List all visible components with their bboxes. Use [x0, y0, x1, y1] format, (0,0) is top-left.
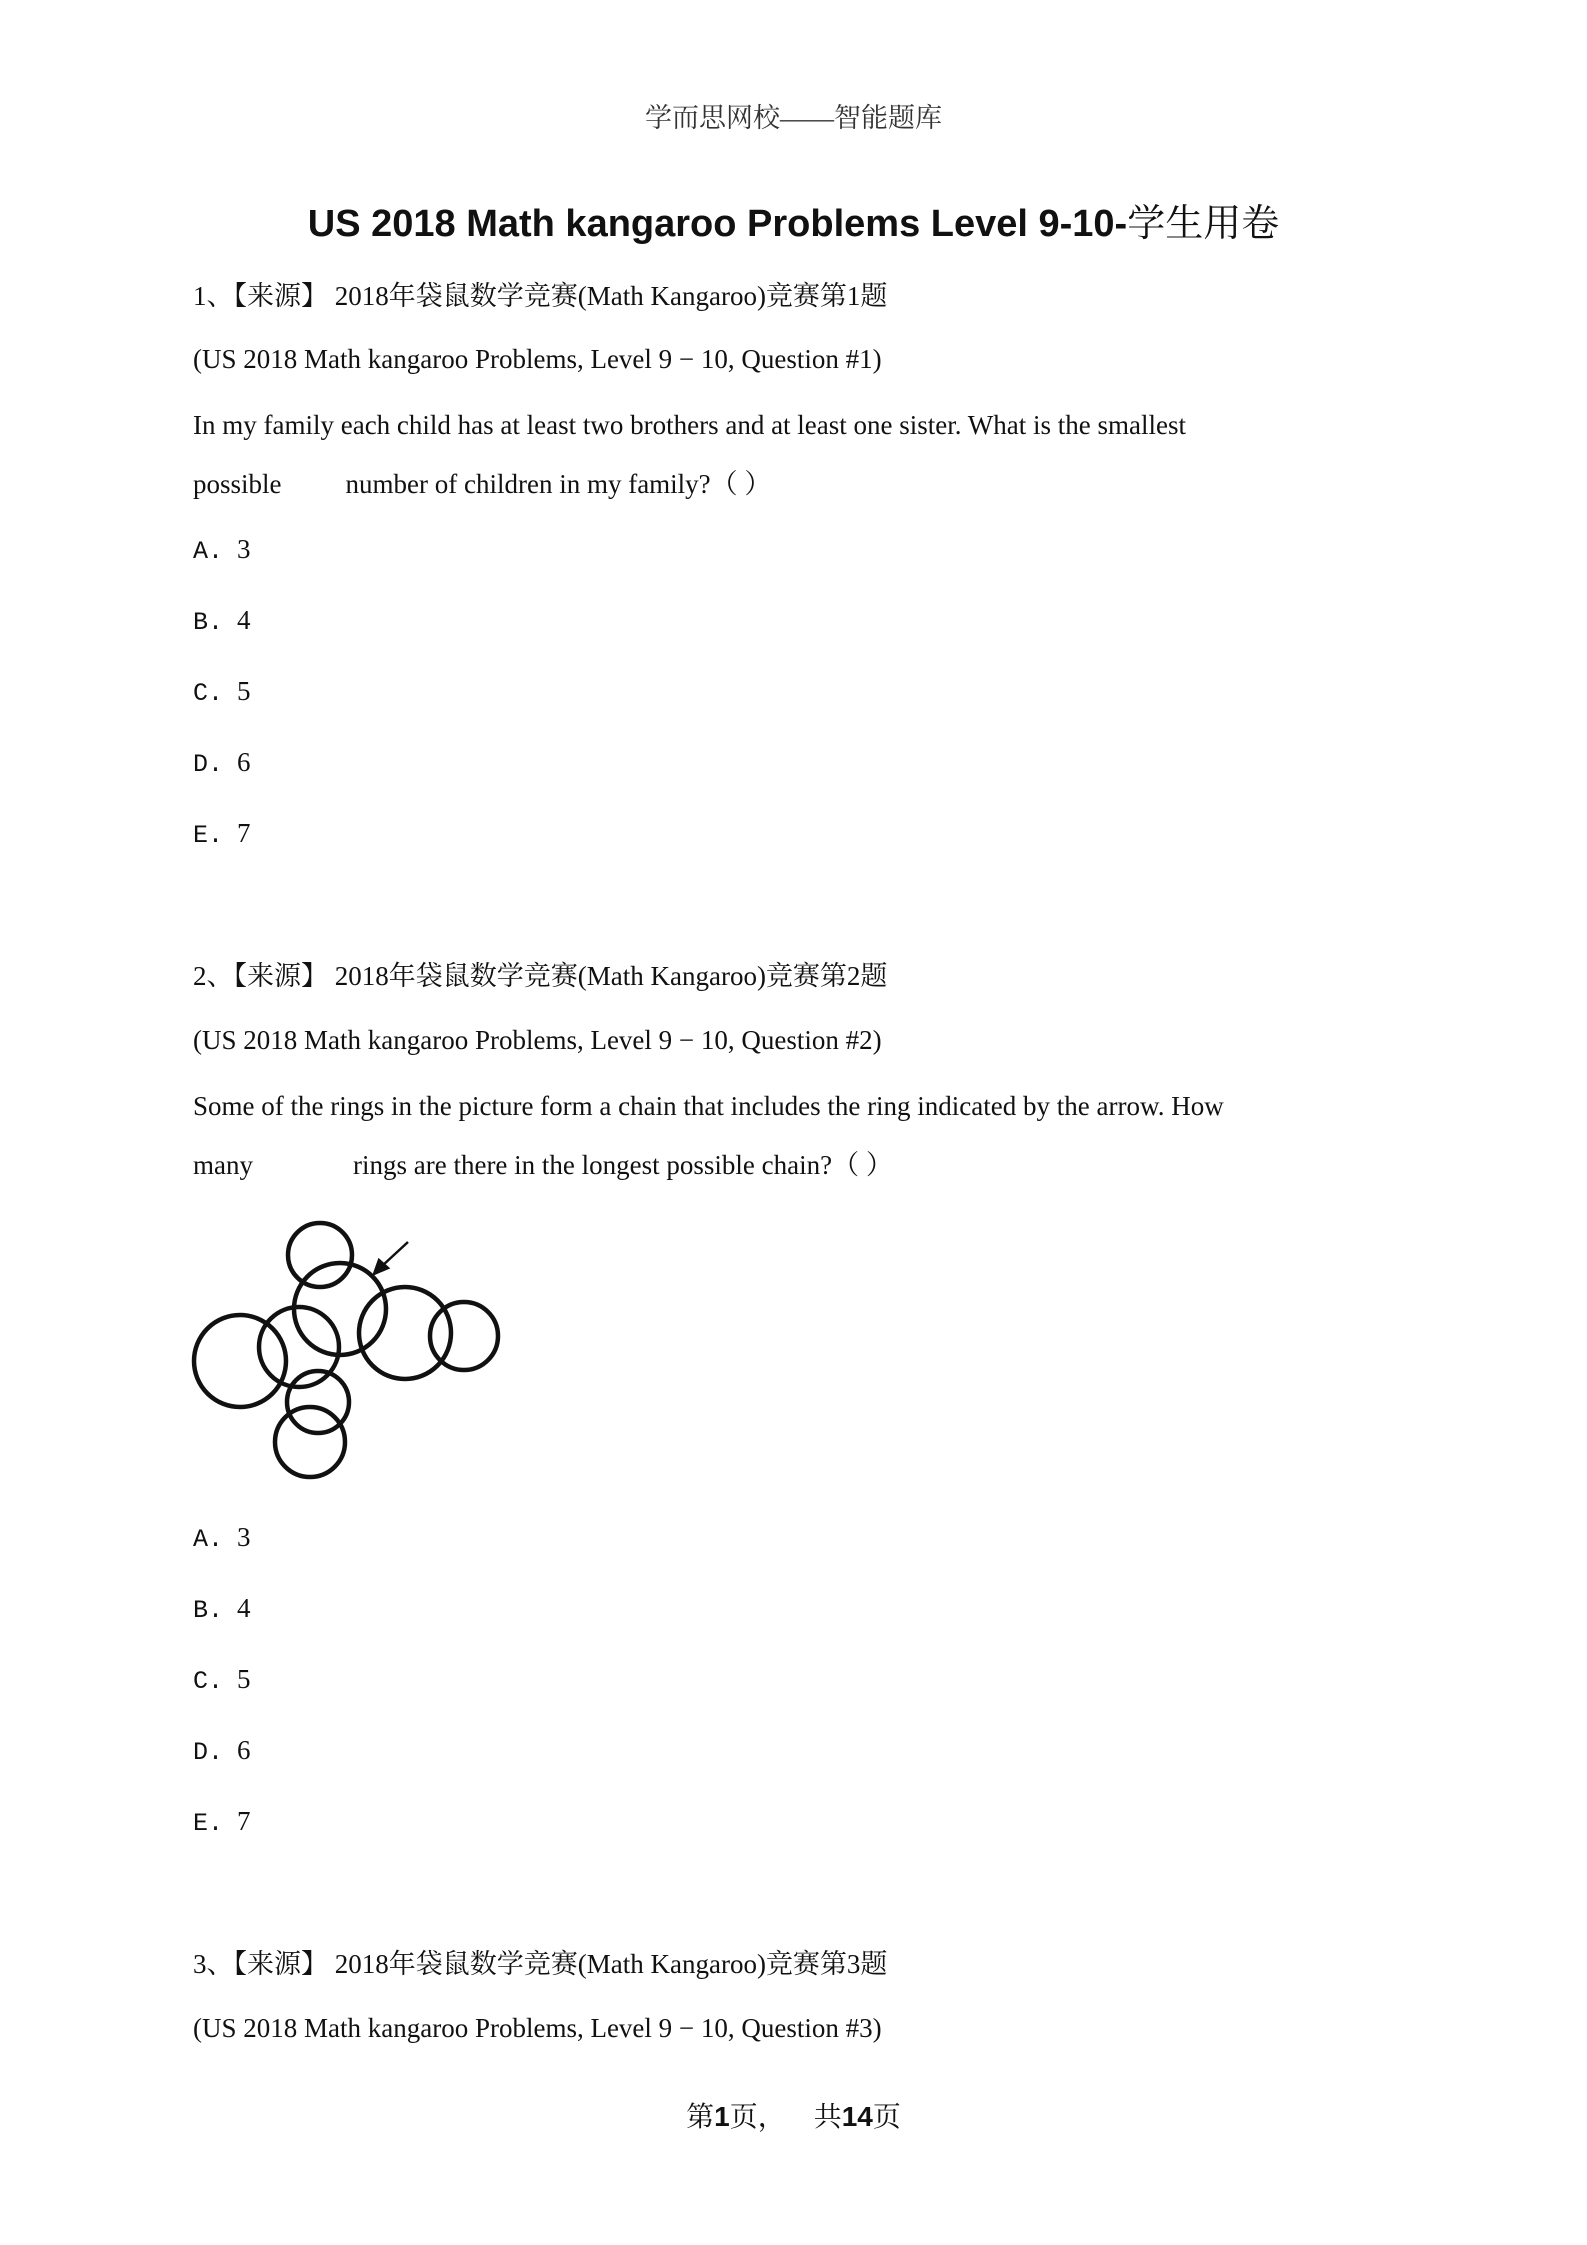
- interlocking-rings-figure: [186, 1208, 506, 1488]
- q2-option-d: [193, 1735, 251, 1767]
- q2-option-b: [193, 1593, 251, 1625]
- q1-source: 1、【来源】 2018年袋鼠数学竞赛(Math Kangaroo)竞赛第1题: [193, 281, 888, 311]
- option-value: 5: [237, 1664, 251, 1694]
- q2-option-a: [193, 1522, 251, 1554]
- option-letter: E.: [193, 821, 224, 850]
- option-value: 3: [237, 1522, 251, 1552]
- ring-far-right: [430, 1302, 498, 1370]
- page-header: 学而思网校——智能题库: [645, 103, 942, 133]
- option-value: 4: [237, 1593, 251, 1623]
- q2-source: 2、【来源】 2018年袋鼠数学竞赛(Math Kangaroo)竞赛第2题: [193, 961, 888, 991]
- q1-reference: (US 2018 Math kangaroo Problems, Level 9 − 10, Question #1): [193, 344, 882, 374]
- option-letter: A.: [193, 537, 224, 566]
- page-number: 1: [714, 2101, 730, 2132]
- q2-text-line2-b: rings are there in the longest possible chain?（ ）: [353, 1150, 893, 1180]
- q1-text-line2-b: number of children in my family?（ ）: [345, 469, 772, 499]
- q1-option-e: [193, 818, 251, 850]
- option-letter: D.: [193, 1738, 224, 1767]
- q1-option-c: [193, 676, 251, 708]
- q1-option-b: [193, 605, 251, 637]
- q3-reference: (US 2018 Math kangaroo Problems, Level 9 − 10, Question #3): [193, 2013, 882, 2043]
- q1-text-line2: [193, 462, 771, 501]
- q3-source: 3、【来源】 2018年袋鼠数学竞赛(Math Kangaroo)竞赛第3题: [193, 1949, 888, 1979]
- option-value: 6: [237, 1735, 251, 1765]
- q1-option-d: [193, 747, 251, 779]
- arrow-icon: [374, 1242, 408, 1274]
- q1-text-line2-a: possible: [193, 469, 282, 499]
- ring-right-large: [359, 1287, 451, 1379]
- document-title: [0, 192, 1587, 247]
- title-cjk: 学生用卷: [1127, 201, 1280, 245]
- option-letter: B.: [193, 1596, 224, 1625]
- q2-text-line2: [193, 1143, 893, 1182]
- option-value: 7: [237, 1806, 251, 1836]
- option-letter: C.: [193, 1667, 224, 1696]
- q1-option-a: [193, 534, 251, 566]
- option-value: 5: [237, 676, 251, 706]
- q2-text-line1: Some of the rings in the picture form a chain that includes the ring indicated by the arrow. How: [193, 1091, 1224, 1121]
- option-value: 4: [237, 605, 251, 635]
- ring-top: [288, 1223, 352, 1287]
- ring-bottom: [275, 1407, 345, 1477]
- option-value: 3: [237, 534, 251, 564]
- page-suffix: 页: [872, 2102, 901, 2133]
- page-mid: 页， 共: [729, 2102, 842, 2133]
- option-letter: E.: [193, 1809, 224, 1838]
- ring-left-large: [194, 1315, 286, 1407]
- option-letter: B.: [193, 608, 224, 637]
- q2-option-e: [193, 1806, 251, 1838]
- option-letter: A.: [193, 1525, 224, 1554]
- q1-text-line1: In my family each child has at least two brothers and at least one sister. What is the smallest: [193, 410, 1186, 440]
- q2-text-line2-a: many: [193, 1150, 253, 1180]
- title-latin: US 2018 Math kangaroo Problems Level 9-10-: [307, 203, 1128, 245]
- page-total: 14: [841, 2101, 873, 2132]
- option-letter: C.: [193, 679, 224, 708]
- option-value: 7: [237, 818, 251, 848]
- page-footer: [0, 2095, 1587, 2135]
- option-letter: D.: [193, 750, 224, 779]
- q2-reference: (US 2018 Math kangaroo Problems, Level 9 − 10, Question #2): [193, 1025, 882, 1055]
- q2-option-c: [193, 1664, 251, 1696]
- page-prefix: 第: [686, 2102, 715, 2133]
- option-value: 6: [237, 747, 251, 777]
